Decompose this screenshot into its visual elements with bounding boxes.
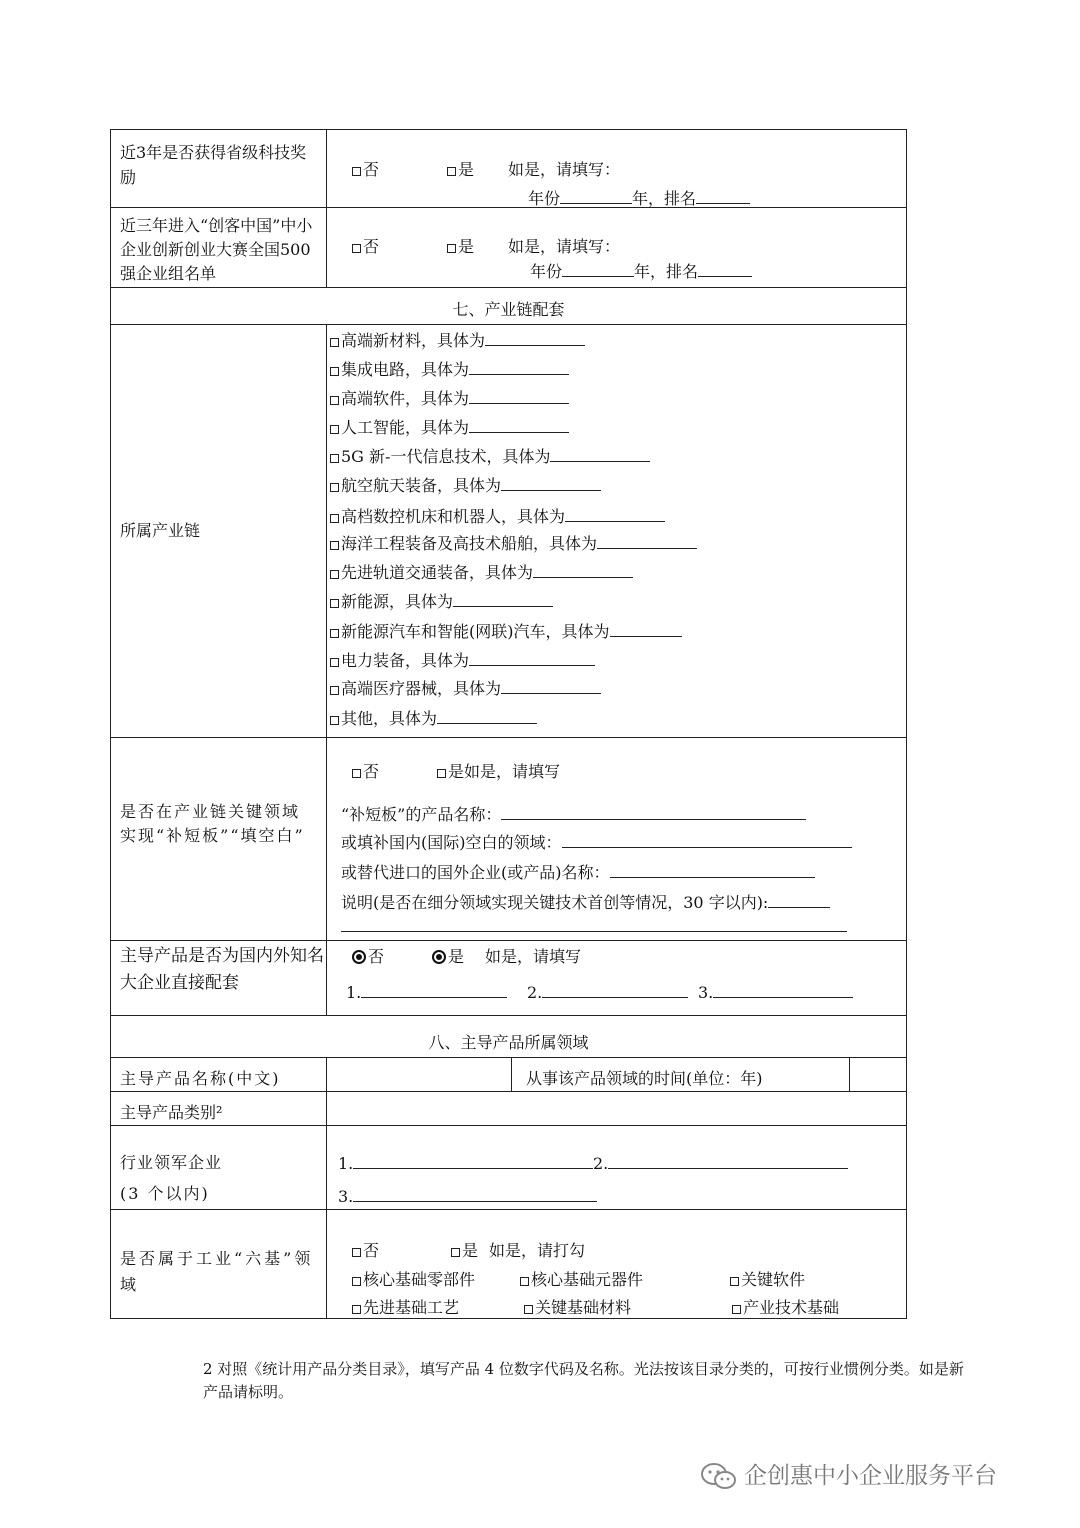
support-if: 如是，请填写 xyxy=(485,947,582,966)
checkbox-icon[interactable] xyxy=(330,514,339,523)
checkbox-icon[interactable] xyxy=(330,658,339,667)
support-label: 主导产品是否为国内外知名大企业直接配套 xyxy=(120,946,324,993)
support-yes-option[interactable]: 是 xyxy=(432,944,464,967)
six-base-label: 是否属于工业“六基”领域 xyxy=(120,1249,314,1294)
watermark: 企创惠中小企业服务平台 xyxy=(700,1457,997,1496)
radio-selected-icon[interactable] xyxy=(352,950,366,964)
key-yes-option[interactable]: 是如是，请填写 xyxy=(437,759,560,782)
checkbox-icon[interactable] xyxy=(352,1305,361,1314)
award-year-line[interactable]: 年份 年，排名 xyxy=(528,186,750,209)
chuangke-no-option[interactable]: 否 xyxy=(352,234,379,257)
award-no-option[interactable]: 否 xyxy=(352,157,379,180)
checkbox-icon[interactable] xyxy=(330,425,339,434)
chain-label: 所属产业链 xyxy=(120,521,201,540)
support-field-2[interactable]: 2. xyxy=(527,983,688,1002)
radio-selected-icon[interactable] xyxy=(432,950,446,964)
six-option[interactable]: 关键软件 xyxy=(730,1267,805,1290)
key-gap-field[interactable]: 或填补国内(国际)空白的领域： xyxy=(341,830,852,853)
checkbox-icon[interactable] xyxy=(352,769,361,778)
award-label: 近3年是否获得省级科技奖励 xyxy=(120,143,307,187)
chuangke-year-line[interactable]: 年份 年，排名 xyxy=(530,259,752,282)
checkbox-icon[interactable] xyxy=(352,244,361,253)
checkbox-icon[interactable] xyxy=(447,167,456,176)
time-label: 从事该产品领域的时间(单位：年) xyxy=(526,1069,763,1088)
checkbox-icon[interactable] xyxy=(330,629,339,638)
checkbox-icon[interactable] xyxy=(520,1277,529,1286)
chain-item[interactable]: 新能源，具体为 xyxy=(330,589,553,612)
support-no-option[interactable]: 否 xyxy=(352,944,384,967)
six-if: 如是，请打勾 xyxy=(489,1241,586,1260)
six-option[interactable]: 核心基础元器件 xyxy=(520,1267,643,1290)
chain-item[interactable]: 航空航天装备，具体为 xyxy=(330,473,601,496)
checkbox-icon[interactable] xyxy=(352,1248,361,1257)
checkbox-icon[interactable] xyxy=(330,716,339,725)
section-7-title: 七、产业链配套 xyxy=(452,300,565,319)
leader-field-3[interactable]: 3. xyxy=(338,1187,597,1206)
product-name-input[interactable] xyxy=(328,1059,509,1089)
checkbox-icon[interactable] xyxy=(352,1277,361,1286)
checkbox-icon[interactable] xyxy=(330,686,339,695)
checkbox-icon[interactable] xyxy=(330,599,339,608)
support-field-3[interactable]: 3. xyxy=(698,983,853,1002)
chain-item[interactable]: 海洋工程装备及高技术船舶，具体为 xyxy=(330,531,697,554)
award-yes-option[interactable]: 是 xyxy=(447,157,474,180)
checkbox-icon[interactable] xyxy=(330,541,339,550)
product-name-label: 主导产品名称(中文) xyxy=(120,1069,281,1088)
six-option[interactable]: 核心基础零部件 xyxy=(352,1267,475,1290)
key-replace-field[interactable]: 或替代进口的国外企业(或产品)名称： xyxy=(341,860,815,883)
checkbox-icon[interactable] xyxy=(330,483,339,492)
section-8-title: 八、主导产品所属领域 xyxy=(428,1033,589,1052)
category-input[interactable] xyxy=(328,1093,904,1123)
key-note-field[interactable]: 说明(是否在细分领域实现关键技术首创等情况，30 字以内): xyxy=(341,890,830,913)
footnote: 2 对照《统计用产品分类目录》，填写产品 4 位数字代码及名称。光法按该目录分类的，可按行业惯例分类。如是新产品请标明。 xyxy=(203,1360,964,1401)
chain-item[interactable]: 集成电路，具体为 xyxy=(330,357,569,380)
chuangke-label: 近三年进入“创客中国”中小企业创新创业大赛全国500强企业组名单 xyxy=(120,216,313,283)
checkbox-icon[interactable] xyxy=(330,396,339,405)
six-option[interactable]: 产业技术基础 xyxy=(732,1295,839,1318)
chain-item[interactable]: 其他，具体为 xyxy=(330,706,537,729)
leader-field-2[interactable]: 2. xyxy=(593,1154,848,1173)
checkbox-icon[interactable] xyxy=(330,570,339,579)
chain-item[interactable]: 高档数控机床和机器人，具体为 xyxy=(330,504,665,527)
leader-sub-label: (3 个以内) xyxy=(120,1184,210,1203)
chain-item[interactable]: 5G 新-一代信息技术，具体为 xyxy=(330,444,650,467)
checkbox-icon[interactable] xyxy=(732,1305,741,1314)
award-if-yes: 如是，请填写： xyxy=(508,160,621,179)
chain-item[interactable]: 人工智能，具体为 xyxy=(330,415,569,438)
chain-item[interactable]: 高端医疗器械，具体为 xyxy=(330,676,601,699)
wechat-icon xyxy=(700,1462,738,1496)
checkbox-icon[interactable] xyxy=(330,367,339,376)
checkbox-icon[interactable] xyxy=(330,338,339,347)
six-yes-option[interactable]: 是 xyxy=(451,1238,478,1261)
category-label: 主导产品类别² xyxy=(120,1103,223,1122)
key-product-field[interactable]: “补短板”的产品名称： xyxy=(341,802,806,825)
chuangke-yes-option[interactable]: 是 xyxy=(447,234,474,257)
key-note-line-2[interactable] xyxy=(341,931,847,932)
six-no-option[interactable]: 否 xyxy=(352,1238,379,1261)
key-area-label: 是否在产业链关键领域实现“补短板”“填空白” xyxy=(120,802,305,845)
checkbox-icon[interactable] xyxy=(451,1248,460,1257)
six-option[interactable]: 关键基础材料 xyxy=(524,1295,631,1318)
checkbox-icon[interactable] xyxy=(330,454,339,463)
chain-item[interactable]: 新能源汽车和智能(网联)汽车，具体为 xyxy=(330,619,682,642)
chain-item[interactable]: 高端新材料，具体为 xyxy=(330,328,585,351)
chuangke-if-yes: 如是，请填写： xyxy=(508,237,621,256)
time-input[interactable] xyxy=(851,1059,905,1089)
checkbox-icon[interactable] xyxy=(437,769,446,778)
chain-item[interactable]: 先进轨道交通装备，具体为 xyxy=(330,560,633,583)
chain-item[interactable]: 高端软件，具体为 xyxy=(330,386,569,409)
checkbox-icon[interactable] xyxy=(524,1305,533,1314)
six-option[interactable]: 先进基础工艺 xyxy=(352,1295,459,1318)
checkbox-icon[interactable] xyxy=(447,244,456,253)
checkbox-icon[interactable] xyxy=(352,167,361,176)
support-field-1[interactable]: 1. xyxy=(346,983,507,1002)
checkbox-icon[interactable] xyxy=(730,1277,739,1286)
chain-item[interactable]: 电力装备，具体为 xyxy=(330,648,595,671)
leader-field-1[interactable]: 1. xyxy=(338,1154,593,1173)
leader-label: 行业领军企业 xyxy=(120,1153,223,1172)
key-no-option[interactable]: 否 xyxy=(352,759,379,782)
